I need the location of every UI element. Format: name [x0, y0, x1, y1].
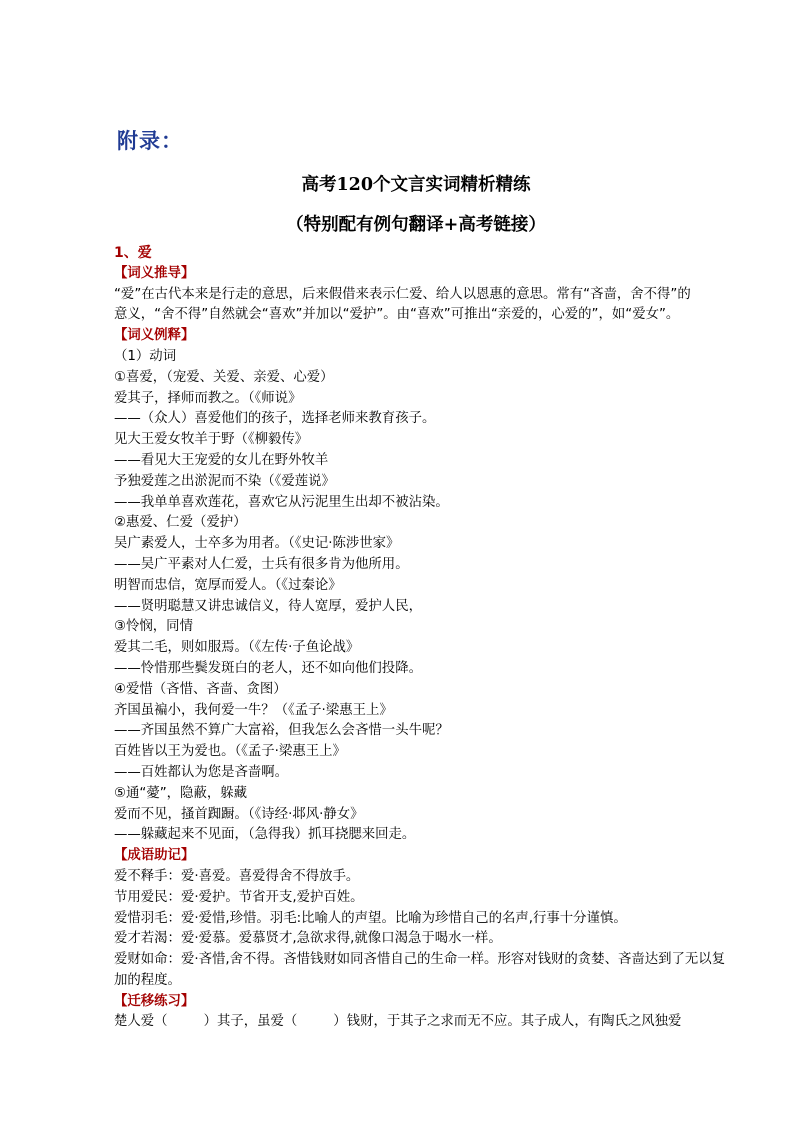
- section-idiom-memory: 【成语助记】: [114, 848, 195, 864]
- section-meaning-derivation: 【词义推导】: [114, 265, 195, 281]
- example-line: ——我单单喜欢莲花，喜欢它从污泥里生出却不被沾染。: [114, 494, 449, 510]
- example-line: 齐国虽褊小，我何爱一牛？（《孟子·梁惠王上》: [114, 702, 393, 718]
- example-line: ——看见大王宠爱的女儿在野外牧羊: [114, 452, 329, 468]
- example-line: （1）动词: [114, 348, 177, 364]
- document-title: 高考120个文言实词精析精练: [301, 175, 531, 195]
- example-line: ——齐国虽然不算广大富裕，但我怎么会吝惜一头牛呢？: [114, 723, 449, 739]
- example-line: ②惠爱、仁爱（爱护）: [114, 515, 247, 531]
- example-line: 予独爱莲之出淤泥而不染（《爱莲说》: [114, 473, 335, 489]
- example-line: 百姓皆以王为爱也。（《孟子·梁惠王上》: [114, 744, 346, 760]
- idiom-line: 爱才若渴：爱·爱慕。爱慕贤才,急欲求得,就像口渴急于喝水一样。: [114, 931, 502, 947]
- example-line: ①喜爱，（宠爱、关爱、亲爱、心爱）: [114, 369, 334, 385]
- example-line: ——躲藏起来不见面，（急得我）抓耳挠腮来回走。: [114, 827, 416, 843]
- derivation-line: 意义，“舍不得”自然就会“喜欢”并加以“爱护”。由“喜欢”可推出“亲爱的，心爱的”，如“爱女”。: [114, 307, 680, 323]
- example-line: 明智而忠信，宽厚而爱人。（《过秦论》: [114, 577, 342, 593]
- example-line: 吴广素爱人，士卒多为用者。（《史记·陈涉世家》: [114, 536, 400, 552]
- section-transfer-practice: 【迁移练习】: [114, 993, 195, 1009]
- document-body: [114, 243, 726, 1033]
- derivation-line: “爱”在古代本来是行走的意思，后来假借来表示仁爱、给人以恩惠的意思。常有“吝啬，舍不得”的: [114, 286, 691, 302]
- example-line: 爱其子，择师而教之。（《师说》: [114, 390, 302, 406]
- entry-heading: 1、爱: [114, 245, 152, 261]
- example-line: ③怜悯，同情: [114, 619, 193, 635]
- example-line: 爱其二毛，则如服焉。（《左传·子鱼论战》: [114, 640, 360, 656]
- practice-text-1: 楚人爱（: [114, 1014, 168, 1030]
- example-line: ④爱惜（吝惜、吝啬、贪图）: [114, 681, 287, 697]
- document-subtitle: （特别配有例句翻译+高考链接）: [286, 215, 546, 235]
- example-line: 见大王爱女牧羊于野（《柳毅传》: [114, 432, 309, 448]
- example-line: ——贤明聪慧又讲忠诚信义，待人宽厚，爱护人民，: [114, 598, 422, 614]
- idiom-line: 节用爱民：爱·爱护。节省开支,爱护百姓。: [114, 889, 364, 905]
- idiom-line: 爱财如命：爱·吝惜,舍不得。吝惜钱财如同吝惜自己的生命一样。形容对钱财的贪婪、吝啬达到了无以复加的程度。: [114, 952, 726, 988]
- example-line: ——怜惜那些鬓发斑白的老人，还不如向他们投降。: [114, 660, 422, 676]
- example-line: ——吴广平素对人仁爱，士兵有很多肯为他所用。: [114, 556, 409, 572]
- practice-text-2: ）其子，虽爱（: [203, 1014, 298, 1030]
- appendix-label: 附录：: [117, 128, 183, 153]
- practice-line: [114, 1012, 726, 1033]
- example-line: 爱而不见，搔首踟蹰。（《诗经·邶风·静女》: [114, 806, 364, 822]
- example-line: ⑤通“薆”，隐蔽，躲藏: [114, 785, 248, 801]
- example-line: ——（众人）喜爱他们的孩子，选择老师来教育孩子。: [114, 411, 436, 427]
- practice-text-3: ）钱财，于其子之求而无不应。其子成人，有陶氏之风独爱: [333, 1014, 682, 1030]
- example-line: ——百姓都认为您是吝啬啊。: [114, 764, 289, 780]
- idiom-line: 爱惜羽毛：爱·爱惜,珍惜。羽毛:比喻人的声望。比喻为珍惜自己的名声,行事十分谨慎。: [114, 910, 627, 926]
- section-meaning-examples: 【词义例释】: [114, 328, 195, 344]
- idiom-line: 爱不释手：爱·喜爱。喜爱得舍不得放手。: [114, 868, 360, 884]
